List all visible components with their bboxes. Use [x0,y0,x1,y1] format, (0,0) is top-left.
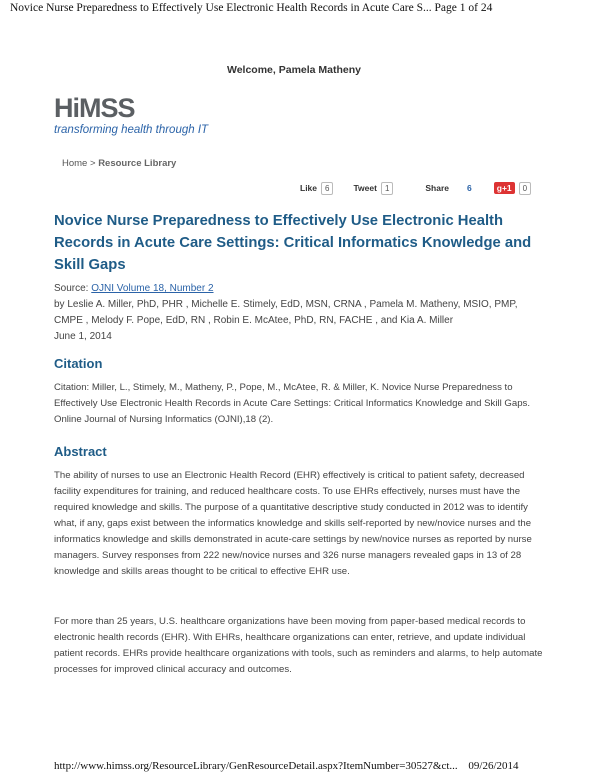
source-label: Source: [54,283,89,294]
source-link[interactable]: OJNI Volume 18, Number 2 [91,283,214,294]
google-plus-count: 0 [519,182,531,195]
abstract-paragraph-2: For more than 25 years, U.S. healthcare organizations have been moving from paper-based medical records to electronic health records (EHR). With EHRs, healthcare organizations can enter, retrieve, and update individual patient records. EHRs provide healthcare organizations with tools, such as reminders and alarms, to help automate processes for improved clinical accuracy and outcomes. [54,616,543,675]
breadcrumb-current[interactable]: Resource Library [98,158,177,169]
breadcrumb-home[interactable]: Home [62,158,88,169]
article-source [54,283,214,294]
welcome-message: Welcome, Pamela Matheny [226,64,362,76]
citation-heading: Citation [54,356,103,371]
share-count: 6 [467,183,472,193]
print-footer [54,760,554,772]
tweet-button[interactable]: Tweet [353,183,377,193]
abstract-heading: Abstract [54,444,107,459]
social-share-bar [300,180,531,196]
article-title: Novice Nurse Preparedness to Effectively Use Electronic Health Records in Acute Care Settings: Critical Informatics Knowledge and Skill Gaps [54,213,532,273]
article-authors: by Leslie A. Miller, PhD, PHR , Michelle E. Stimely, EdD, MSN, CRNA , Pamela M. Matheny, MSIO, PMP, CMPE , Melody F. Pope, EdD, RN , Robin E. McAtee, PhD, RN, FACHE , and Kia A. Miller [54,299,518,326]
print-footer-date: 09/26/2014 [468,760,519,772]
share-button[interactable]: Share [425,183,450,193]
logo-wordmark: HiMSS [54,93,135,123]
print-header-page: Page 1 of 24 [434,2,493,14]
abstract-paragraph-1: The ability of nurses to use an Electronic Health Record (EHR) effectively is critical to patient safety, decreased facility expenditures for training, and reduced healthcare costs. To use EHRs effectively, nurses must have the required knowledge and skills. The purpose of a quantitative descriptive study conducted in 2012 was to identify what, if any, gaps exist between the informatics knowledge and skills self-reported by new/novice nurses and the informatics knowledge and skills demonstrated in acute-care settings by new/novice nurses as reported by nurse managers. Survey responses from 222 new/novice nurses and 326 nurse managers revealed gaps in 13 of 28 knowledge and skills areas thought to be critical to effective EHR use. [54,470,532,577]
article-date: June 1, 2014 [54,331,112,342]
google-plus-button[interactable]: g+1 [494,182,515,194]
print-header [10,2,590,14]
citation-text: Citation: Miller, L., Stimely, M., Matheny, P., Pope, M., McAtee, R. & Miller, K. Novice Nurse Preparedness to Effectively Use Electronic Health Records in Acute Care Settings: Critical Informatics Knowledge and Skill Gaps. Online Journal of Nursing Informatics (OJNI),18 (2). [54,382,530,425]
tweet-count: 1 [381,182,393,195]
himss-logo[interactable] [54,94,208,136]
like-button[interactable]: Like [300,183,318,193]
breadcrumb [62,158,176,169]
breadcrumb-separator: > [89,158,96,169]
logo-tagline: transforming health through IT [54,124,209,136]
print-header-title: Novice Nurse Preparedness to Effectively Use Electronic Health Records in Acute Care S... [10,2,432,14]
print-footer-url: http://www.himss.org/ResourceLibrary/GenResourceDetail.aspx?ItemNumber=30527&ct... [54,760,458,772]
like-count: 6 [321,182,333,195]
